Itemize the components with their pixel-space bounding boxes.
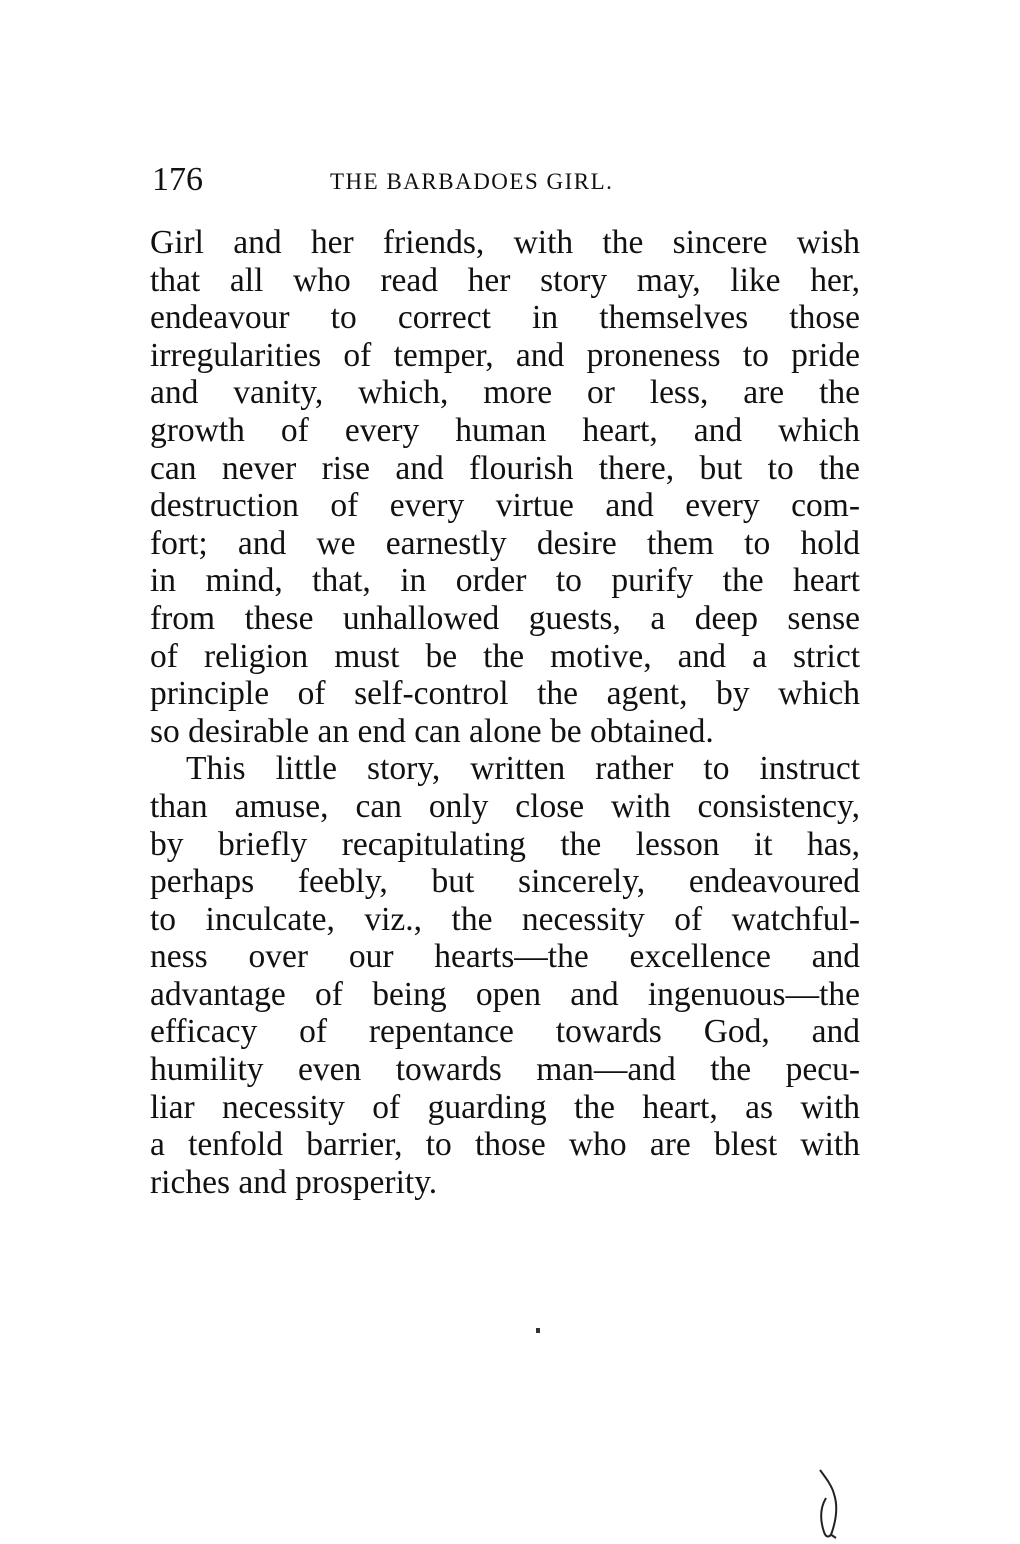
text-line: irregularities of temper, and proneness to pride [150, 336, 860, 374]
text-line: perhaps feebly, but sincerely, endeavoured [150, 863, 860, 901]
text-line: riches and prosperity. [150, 1163, 438, 1201]
text-line: and vanity, which, more or less, are the [150, 374, 860, 412]
paragraph-1 [150, 224, 860, 750]
text-line: This little story, written rather to instruct [186, 750, 860, 788]
text-line: liar necessity of guarding the heart, as with [150, 1088, 860, 1126]
body-text [150, 224, 860, 1201]
text-line: advantage of being open and ingenuous—the [150, 975, 860, 1013]
text-line: principle of self-control the agent, by which [150, 675, 860, 713]
text-line: ness over our hearts—the excellence and [150, 938, 860, 976]
text-line: to inculcate, viz., the necessity of watchful- [150, 900, 860, 938]
text-line: so desirable an end can alone be obtained. [150, 712, 714, 750]
text-line: than amuse, can only close with consistency, [150, 787, 860, 825]
text-line: of religion must be the motive, and a strict [150, 637, 860, 675]
text-line: destruction of every virtue and every com- [150, 487, 860, 525]
text-line: by briefly recapitulating the lesson it has, [150, 825, 860, 863]
text-line: Girl and her friends, with the sincere wish [150, 224, 860, 261]
text-line: efficacy of repentance towards God, and [150, 1013, 860, 1051]
text-line: fort; and we earnestly desire them to hold [150, 524, 860, 562]
text-line: can never rise and flourish there, but to the [150, 449, 860, 487]
paragraph-2 [150, 750, 860, 1201]
text-line: endeavour to correct in themselves those [150, 299, 860, 337]
text-line: that all who read her story may, like her, [150, 261, 860, 299]
text-line: humility even towards man—and the pecu- [150, 1051, 860, 1089]
text-line: in mind, that, in order to purify the heart [150, 562, 860, 600]
page-header [152, 158, 862, 202]
text-line: a tenfold barrier, to those who are blest with [150, 1126, 860, 1164]
text-line: growth of every human heart, and which [150, 411, 860, 449]
ink-flourish-icon [812, 1468, 852, 1540]
ink-speck [536, 1328, 540, 1333]
running-title: THE BARBADOES GIRL. [330, 169, 614, 194]
text-line: from these unhallowed guests, a deep sense [150, 599, 860, 637]
page-number: 176 [152, 161, 203, 198]
